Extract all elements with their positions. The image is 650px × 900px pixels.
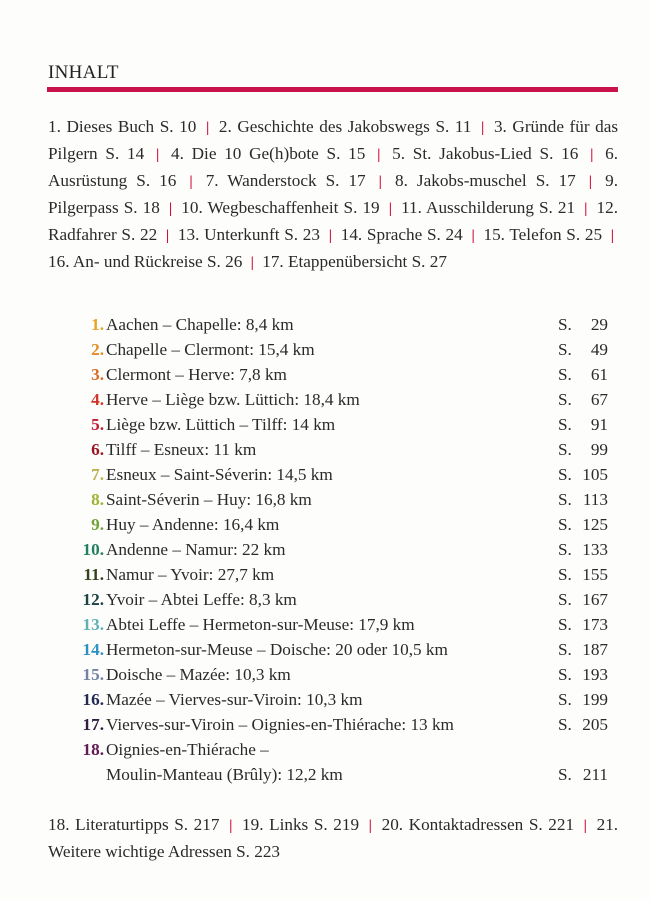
route-text: Oignies-en-Thiérache – — [106, 740, 269, 759]
chapter-entry: 14. Sprache S. 24 — [340, 225, 463, 244]
stage-list — [78, 312, 608, 787]
page-prefix: S. — [558, 715, 572, 734]
stage-row — [78, 687, 608, 712]
stage-route — [106, 412, 335, 437]
chapter-entry: 16. An- und Rückreise S. 26 — [48, 252, 243, 271]
intro-chapters — [48, 114, 618, 276]
chapter-entry: 19. Links S. 219 — [242, 815, 360, 834]
page-prefix: S. — [558, 315, 572, 334]
chapter-entry: 5. St. Jakobus-Lied S. 16 — [392, 144, 579, 163]
page-prefix: S. — [558, 440, 572, 459]
page-number: 167 — [582, 590, 608, 609]
stage-row — [78, 562, 608, 587]
separator: | — [250, 255, 254, 271]
chapter-entry: 10. Wegbeschaffenheit S. 19 — [181, 198, 380, 217]
stage-number: 18. — [82, 740, 104, 759]
stage-route — [106, 512, 279, 537]
page-number: 187 — [582, 640, 608, 659]
chapter-entry: 12. Radfahrer S. 22 — [48, 198, 619, 244]
page-number: 211 — [582, 765, 608, 784]
page-number: 61 — [590, 365, 608, 384]
page-prefix: S. — [558, 415, 572, 434]
route-text: Yvoir – Abtei Leffe: 8,3 km — [106, 590, 297, 609]
chapter-entry: 11. Ausschilderung S. 21 — [401, 198, 576, 217]
page-number: 133 — [582, 540, 608, 559]
page-prefix: S. — [558, 365, 572, 384]
page-number: 29 — [590, 315, 608, 334]
stage-route — [106, 612, 415, 637]
route-text: Hermeton-sur-Meuse – Doische: 20 oder 10,5 km — [106, 640, 448, 659]
stage-row — [78, 462, 608, 487]
stage-number: 12. — [82, 590, 104, 609]
chapter-entry: 17. Etappenübersicht S. 27 — [262, 252, 447, 271]
route-text: Vierves-sur-Viroin – Oignies-en-Thiérache: 13 km — [106, 715, 454, 734]
separator: | — [388, 201, 393, 217]
route-text: Doische – Mazée: 10,3 km — [106, 665, 291, 684]
appendix-chapters — [48, 812, 618, 864]
chapter-entry: 1. Dieses Buch S. 10 — [48, 117, 197, 136]
stage-row — [78, 362, 608, 387]
page-number: 173 — [582, 615, 608, 634]
page-number: 205 — [582, 715, 608, 734]
stage-row — [78, 612, 608, 637]
page-prefix: S. — [558, 590, 572, 609]
route-text: Mazée – Vierves-sur-Viroin: 10,3 km — [106, 690, 363, 709]
stage-number: 15. — [82, 665, 104, 684]
stage-number: 11. — [83, 565, 104, 584]
separator: | — [584, 201, 588, 217]
page-title: INHALT — [48, 62, 119, 83]
page-prefix: S. — [558, 765, 572, 784]
stage-route — [106, 737, 343, 787]
stage-row — [78, 587, 608, 612]
stage-row — [78, 512, 608, 537]
route-text-cont: Moulin-Manteau (Brûly): 12,2 km — [106, 765, 343, 784]
page-prefix: S. — [558, 615, 572, 634]
chapter-entry: 18. Literaturtipps S. 217 — [48, 815, 220, 834]
stage-number: 16. — [82, 690, 104, 709]
separator: | — [610, 228, 615, 244]
stage-number: 1. — [91, 315, 104, 334]
page-number: 155 — [582, 565, 608, 584]
stage-row — [78, 537, 608, 562]
chapter-entry: 8. Jakobs-muschel S. 17 — [395, 171, 576, 190]
page-number: 91 — [590, 415, 608, 434]
title-rule — [47, 87, 618, 92]
route-text: Clermont – Herve: 7,8 km — [106, 365, 287, 384]
stage-route — [106, 637, 448, 662]
route-text: Saint-Séverin – Huy: 16,8 km — [106, 490, 312, 509]
separator: | — [229, 818, 233, 834]
stage-row — [78, 312, 608, 337]
separator: | — [189, 174, 193, 190]
page-prefix: S. — [558, 665, 572, 684]
separator: | — [590, 147, 594, 163]
stage-number: 13. — [82, 615, 104, 634]
page-prefix: S. — [558, 390, 572, 409]
chapter-entry: 2. Geschichte des Jakobswegs S. 11 — [218, 117, 472, 136]
stage-number: 8. — [91, 490, 104, 509]
separator: | — [328, 228, 333, 244]
chapter-entry: 13. Unterkunft S. 23 — [177, 225, 320, 244]
stage-row — [78, 662, 608, 687]
stage-number: 7. — [91, 465, 104, 484]
route-text: Tilff – Esneux: 11 km — [106, 440, 257, 459]
route-text: Chapelle – Clermont: 15,4 km — [106, 340, 315, 359]
separator: | — [377, 147, 381, 163]
page-prefix: S. — [558, 340, 572, 359]
chapter-entry: 15. Telefon S. 25 — [483, 225, 603, 244]
page-number: 67 — [590, 390, 608, 409]
separator: | — [378, 174, 382, 190]
separator: | — [155, 147, 160, 163]
page-prefix: S. — [558, 690, 572, 709]
separator: | — [471, 228, 475, 244]
stage-number: 6. — [91, 440, 104, 459]
stage-number: 17. — [82, 715, 104, 734]
stage-route — [106, 662, 291, 687]
page-number: 125 — [582, 515, 608, 534]
page-prefix: S. — [558, 540, 572, 559]
stage-route — [106, 437, 256, 462]
chapter-entry: 4. Die 10 Ge(h)bote S. 15 — [171, 144, 366, 163]
page-prefix: S. — [558, 465, 572, 484]
chapter-entry: 21. Weitere wichtige Adressen S. 223 — [48, 815, 619, 861]
separator: | — [368, 818, 372, 834]
page-number: 199 — [582, 690, 608, 709]
stage-row — [78, 337, 608, 362]
stage-route — [106, 312, 294, 337]
route-text: Aachen – Chapelle: 8,4 km — [106, 315, 294, 334]
stage-row — [78, 487, 608, 512]
stage-route — [106, 387, 360, 412]
stage-row — [78, 637, 608, 662]
chapter-entry: 9. Pilgerpass S. 18 — [48, 171, 619, 217]
stage-number: 4. — [91, 390, 104, 409]
stage-row — [78, 437, 608, 462]
page-number: 113 — [582, 490, 608, 509]
page-number: 49 — [590, 340, 608, 359]
separator: | — [165, 228, 170, 244]
chapter-entry: 7. Wanderstock S. 17 — [205, 171, 366, 190]
page-prefix: S. — [558, 490, 572, 509]
route-text: Namur – Yvoir: 27,7 km — [106, 565, 275, 584]
chapter-entry: 3. Gründe für das Pilgern S. 14 — [48, 117, 619, 163]
stage-row — [78, 387, 608, 412]
separator: | — [168, 201, 173, 217]
route-text: Esneux – Saint-Séverin: 14,5 km — [106, 465, 333, 484]
stage-route — [106, 712, 454, 737]
stage-route — [106, 537, 285, 562]
separator: | — [588, 174, 593, 190]
stage-number: 3. — [91, 365, 104, 384]
stage-route — [106, 687, 362, 712]
stage-row — [78, 412, 608, 437]
stage-row — [78, 712, 608, 737]
stage-number: 9. — [91, 515, 104, 534]
route-text: Liège bzw. Lüttich – Tilff: 14 km — [106, 415, 336, 434]
page-number: 99 — [590, 440, 608, 459]
page-prefix: S. — [558, 515, 572, 534]
stage-route — [106, 462, 333, 487]
stage-number: 2. — [91, 340, 104, 359]
stage-route — [106, 337, 315, 362]
separator: | — [481, 120, 485, 136]
page-number: 105 — [582, 465, 608, 484]
route-text: Herve – Liège bzw. Lüttich: 18,4 km — [106, 390, 360, 409]
stage-route — [106, 362, 287, 387]
route-text: Abtei Leffe – Hermeton-sur-Meuse: 17,9 km — [106, 615, 415, 634]
stage-number: 5. — [91, 415, 104, 434]
route-text: Andenne – Namur: 22 km — [106, 540, 286, 559]
stage-row — [78, 737, 608, 787]
route-text: Huy – Andenne: 16,4 km — [106, 515, 280, 534]
chapter-entry: 6. Ausrüstung S. 16 — [48, 144, 619, 190]
page-number: 193 — [582, 665, 608, 684]
page-prefix: S. — [558, 565, 572, 584]
stage-route — [106, 562, 274, 587]
separator: | — [583, 818, 587, 834]
page-prefix: S. — [558, 640, 572, 659]
stage-number: 14. — [82, 640, 104, 659]
stage-number: 10. — [82, 540, 104, 559]
stage-route — [106, 587, 297, 612]
stage-route — [106, 487, 312, 512]
separator: | — [205, 120, 210, 136]
chapter-entry: 20. Kontaktadressen S. 221 — [381, 815, 575, 834]
